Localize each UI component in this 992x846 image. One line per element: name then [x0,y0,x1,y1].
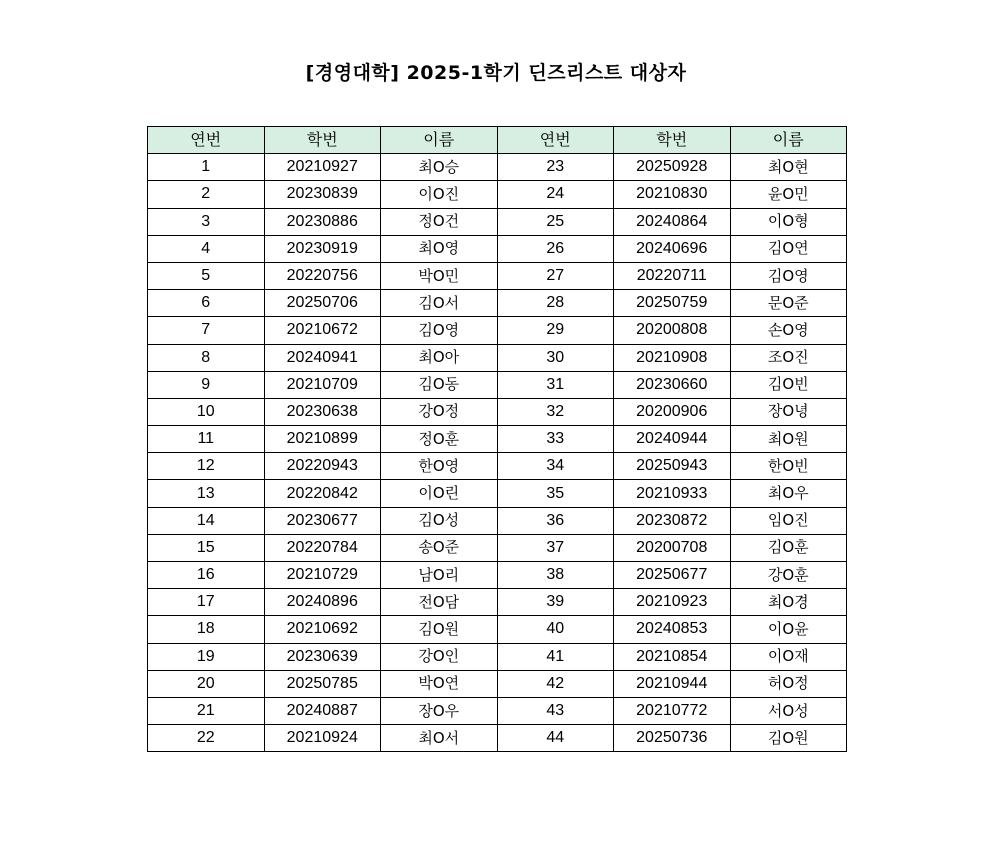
table-row [148,507,847,534]
table-row [148,398,847,425]
student-id-cell: 20240853 [614,616,731,643]
name-cell: 박O연 [381,670,498,697]
name-cell: 이O린 [381,480,498,507]
seq-cell: 26 [497,235,614,262]
table-row [148,562,847,589]
student-id-cell: 20250706 [264,290,381,317]
table-row [148,344,847,371]
seq-cell: 15 [148,534,265,561]
table-row [148,643,847,670]
student-id-cell: 20250677 [614,562,731,589]
student-id-cell: 20250943 [614,453,731,480]
seq-cell: 33 [497,426,614,453]
header-seq-left: 연번 [148,127,265,154]
table-row [148,262,847,289]
name-cell: 남O리 [381,562,498,589]
seq-cell: 21 [148,697,265,724]
name-cell: 최O영 [381,235,498,262]
student-id-cell: 20240696 [614,235,731,262]
seq-cell: 36 [497,507,614,534]
student-id-cell: 20210923 [614,589,731,616]
seq-cell: 8 [148,344,265,371]
student-id-cell: 20220943 [264,453,381,480]
student-id-cell: 20210927 [264,154,381,181]
name-cell: 김O훈 [730,534,847,561]
name-cell: 강O훈 [730,562,847,589]
seq-cell: 3 [148,208,265,235]
seq-cell: 9 [148,371,265,398]
name-cell: 김O서 [381,290,498,317]
name-cell: 송O준 [381,534,498,561]
seq-cell: 11 [148,426,265,453]
name-cell: 김O영 [730,262,847,289]
table-row [148,181,847,208]
name-cell: 이O윤 [730,616,847,643]
student-id-cell: 20240864 [614,208,731,235]
name-cell: 이O진 [381,181,498,208]
seq-cell: 29 [497,317,614,344]
seq-cell: 27 [497,262,614,289]
seq-cell: 39 [497,589,614,616]
seq-cell: 17 [148,589,265,616]
seq-cell: 41 [497,643,614,670]
student-id-cell: 20220784 [264,534,381,561]
seq-cell: 28 [497,290,614,317]
student-id-cell: 20230638 [264,398,381,425]
table-row [148,317,847,344]
name-cell: 김O원 [381,616,498,643]
name-cell: 이O재 [730,643,847,670]
student-id-cell: 20230677 [264,507,381,534]
name-cell: 김O연 [730,235,847,262]
student-id-cell: 20230839 [264,181,381,208]
student-id-cell: 20230872 [614,507,731,534]
name-cell: 조O진 [730,344,847,371]
name-cell: 한O영 [381,453,498,480]
header-row [148,127,847,154]
table-row [148,725,847,752]
table-row [148,534,847,561]
seq-cell: 40 [497,616,614,643]
student-id-cell: 20220711 [614,262,731,289]
table-row [148,235,847,262]
student-id-cell: 20210672 [264,317,381,344]
student-id-cell: 20200906 [614,398,731,425]
student-id-cell: 20210709 [264,371,381,398]
student-id-cell: 20210944 [614,670,731,697]
table-row [148,208,847,235]
name-cell: 강O인 [381,643,498,670]
student-id-cell: 20210908 [614,344,731,371]
name-cell: 정O건 [381,208,498,235]
student-id-cell: 20230886 [264,208,381,235]
seq-cell: 32 [497,398,614,425]
seq-cell: 10 [148,398,265,425]
table-row [148,697,847,724]
student-id-cell: 20210830 [614,181,731,208]
seq-cell: 1 [148,154,265,181]
student-id-cell: 20230639 [264,643,381,670]
student-id-cell: 20230919 [264,235,381,262]
seq-cell: 23 [497,154,614,181]
student-id-cell: 20250736 [614,725,731,752]
name-cell: 최O현 [730,154,847,181]
seq-cell: 18 [148,616,265,643]
name-cell: 김O동 [381,371,498,398]
name-cell: 전O담 [381,589,498,616]
deans-list-table [147,126,847,752]
table-row [148,616,847,643]
name-cell: 최O승 [381,154,498,181]
name-cell: 장O우 [381,697,498,724]
name-cell: 한O빈 [730,453,847,480]
name-cell: 김O원 [730,725,847,752]
table-row [148,371,847,398]
seq-cell: 20 [148,670,265,697]
header-name-left: 이름 [381,127,498,154]
student-id-cell: 20200708 [614,534,731,561]
seq-cell: 34 [497,453,614,480]
table-row [148,670,847,697]
table-header [148,127,847,154]
student-id-cell: 20220756 [264,262,381,289]
seq-cell: 22 [148,725,265,752]
name-cell: 김O성 [381,507,498,534]
name-cell: 김O영 [381,317,498,344]
name-cell: 서O성 [730,697,847,724]
header-seq-right: 연번 [497,127,614,154]
name-cell: 정O훈 [381,426,498,453]
name-cell: 이O형 [730,208,847,235]
student-id-cell: 20240941 [264,344,381,371]
name-cell: 허O정 [730,670,847,697]
table-row [148,589,847,616]
student-id-cell: 20250785 [264,670,381,697]
table-body [148,154,847,752]
table-row [148,426,847,453]
seq-cell: 43 [497,697,614,724]
name-cell: 김O빈 [730,371,847,398]
student-id-cell: 20230660 [614,371,731,398]
student-id-cell: 20210729 [264,562,381,589]
header-student-id-right: 학번 [614,127,731,154]
name-cell: 최O원 [730,426,847,453]
student-id-cell: 20240944 [614,426,731,453]
table-row [148,290,847,317]
seq-cell: 13 [148,480,265,507]
student-id-cell: 20200808 [614,317,731,344]
name-cell: 최O경 [730,589,847,616]
seq-cell: 30 [497,344,614,371]
student-id-cell: 20210899 [264,426,381,453]
header-name-right: 이름 [730,127,847,154]
seq-cell: 2 [148,181,265,208]
student-id-cell: 20210772 [614,697,731,724]
seq-cell: 38 [497,562,614,589]
seq-cell: 6 [148,290,265,317]
student-id-cell: 20250928 [614,154,731,181]
name-cell: 문O준 [730,290,847,317]
seq-cell: 37 [497,534,614,561]
seq-cell: 42 [497,670,614,697]
student-id-cell: 20250759 [614,290,731,317]
table-row [148,154,847,181]
document-title: [경영대학] 2025-1학기 딘즈리스트 대상자 [305,62,687,84]
student-id-cell: 20240896 [264,589,381,616]
seq-cell: 5 [148,262,265,289]
student-id-cell: 20210692 [264,616,381,643]
header-student-id-left: 학번 [264,127,381,154]
student-id-cell: 20210933 [614,480,731,507]
name-cell: 박O민 [381,262,498,289]
seq-cell: 12 [148,453,265,480]
name-cell: 임O진 [730,507,847,534]
student-id-cell: 20220842 [264,480,381,507]
seq-cell: 35 [497,480,614,507]
table-row [148,453,847,480]
name-cell: 윤O민 [730,181,847,208]
name-cell: 손O영 [730,317,847,344]
seq-cell: 24 [497,181,614,208]
seq-cell: 4 [148,235,265,262]
seq-cell: 44 [497,725,614,752]
student-id-cell: 20210854 [614,643,731,670]
seq-cell: 31 [497,371,614,398]
name-cell: 장O녕 [730,398,847,425]
name-cell: 최O우 [730,480,847,507]
seq-cell: 19 [148,643,265,670]
seq-cell: 25 [497,208,614,235]
seq-cell: 7 [148,317,265,344]
student-id-cell: 20240887 [264,697,381,724]
seq-cell: 14 [148,507,265,534]
table-row [148,480,847,507]
name-cell: 강O정 [381,398,498,425]
name-cell: 최O아 [381,344,498,371]
name-cell: 최O서 [381,725,498,752]
seq-cell: 16 [148,562,265,589]
student-id-cell: 20210924 [264,725,381,752]
